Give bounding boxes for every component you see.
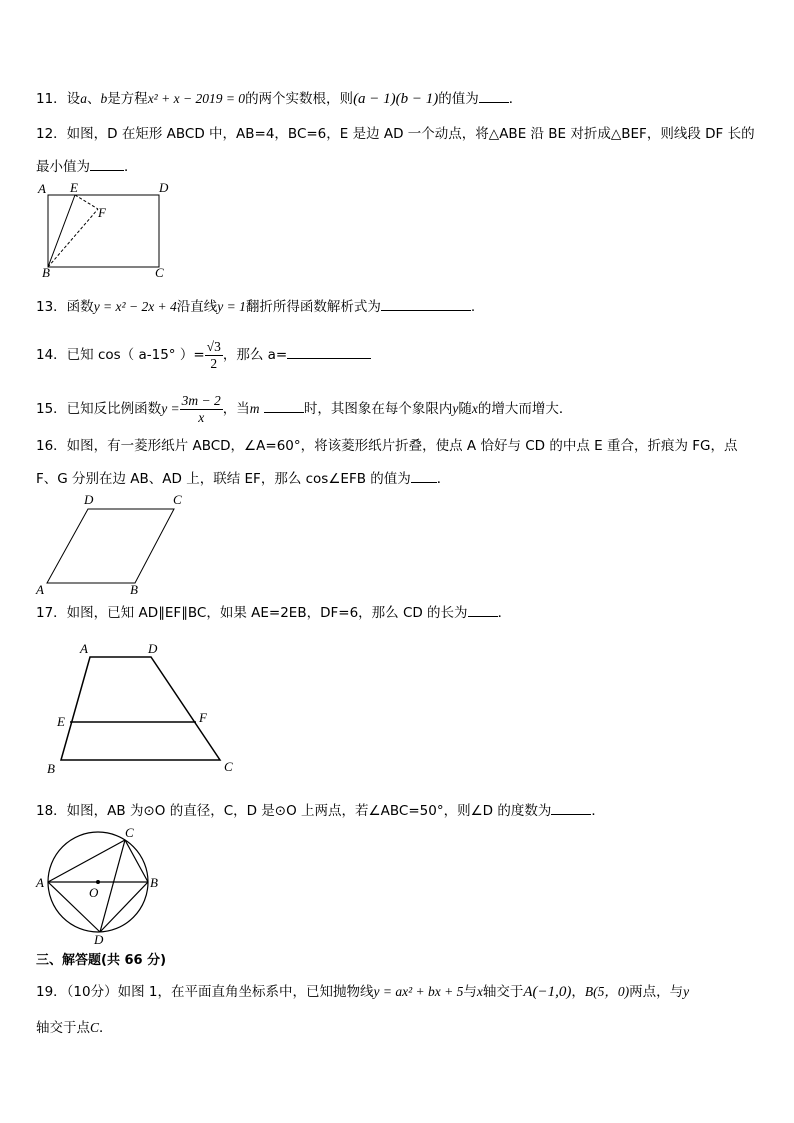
question-12-line2 [36, 156, 138, 177]
question-18 [36, 800, 605, 821]
question-11 [36, 88, 522, 109]
q18-text: 18．如图，AB 为⊙O 的直径，C，D 是⊙O 上两点，若∠ABC=50°，则∠D 的度数为 [36, 803, 552, 819]
q15-fraction [180, 393, 223, 426]
q15-text-4: 随 [458, 401, 472, 417]
q11-number: 11．设 [36, 91, 81, 107]
q19-text-3: 轴交于 [482, 984, 524, 1000]
q12-rectangle-figure [30, 178, 180, 278]
q12-text: 最小值为 [36, 159, 90, 175]
var-b: b [100, 91, 108, 106]
q16-rhombus-figure [32, 490, 192, 598]
q15-text-1: 15．已知反比例函数 [36, 401, 162, 417]
label-c: C [224, 759, 233, 774]
label-a: A [38, 181, 46, 196]
label-b: B [47, 761, 55, 776]
q18-circle-figure [32, 826, 172, 950]
question-14 [36, 336, 371, 374]
q17-text: 17．如图，已知 AD∥EF∥BC，如果 AE=2EB，DF=6，那么 CD 的长为 [36, 605, 468, 621]
q11-text-1: 是方程 [107, 91, 148, 107]
label-d: D [159, 180, 169, 195]
var-y: y [452, 401, 459, 416]
q11-sep: 、 [86, 91, 101, 107]
label-d: D [148, 641, 158, 656]
q19-text-5: 两点，与 [629, 984, 684, 1000]
segment-cb [125, 840, 148, 882]
q13-line: y = 1 [217, 299, 246, 314]
q11-text-3: 的值为 [438, 91, 479, 107]
question-16-line1: 16．如图，有一菱形纸片 ABCD，∠A=60°，将该菱形纸片折叠，使点 A 恰好与 CD 的中点 E 重合，折痕为 FG，点 [36, 438, 738, 454]
q12-answer-blank[interactable] [90, 156, 124, 171]
question-16-line2 [36, 468, 450, 489]
q16-answer-blank[interactable] [411, 468, 437, 483]
q17-trapezoid-figure [44, 636, 244, 782]
q15-denominator: x [198, 409, 205, 425]
label-a: A [80, 641, 88, 656]
q18-answer-blank[interactable] [551, 800, 591, 815]
var-x: x [471, 401, 478, 416]
q13-equation: y = x² − 2x + 4 [93, 299, 177, 314]
label-b: B [150, 875, 158, 890]
q13-text-1: 13．函数 [36, 299, 94, 315]
segment-ef [75, 195, 98, 209]
q13-end: . [470, 299, 476, 315]
segment-bf [48, 209, 98, 267]
q15-numerator: 3m − 2 [181, 392, 221, 408]
q11-answer-blank[interactable] [479, 88, 509, 103]
q14-answer-blank[interactable] [287, 344, 371, 359]
question-12-line1: 12．如图，D 在矩形 ABCD 中，AB=4，BC=6，E 是边 AD 一个动点，将△ABE 沿 BE 对折成△BEF，则线段 DF 长的 [36, 126, 755, 142]
question-15 [36, 390, 572, 428]
q11-end: ． [508, 91, 523, 107]
point-c: C [90, 1020, 100, 1035]
center-point [96, 880, 100, 884]
label-c: C [173, 492, 182, 507]
q14-text-2: ，那么 a= [222, 347, 288, 363]
q13-answer-blank[interactable] [381, 296, 471, 311]
question-19-line2 [36, 1018, 113, 1038]
q15-y-eq: y = [161, 401, 180, 416]
label-a: A [36, 875, 44, 890]
var-y: y [683, 984, 690, 999]
label-f: F [98, 205, 106, 220]
label-b: B [42, 265, 50, 278]
label-e: E [70, 180, 78, 195]
q19-text-4: ， [571, 984, 585, 1000]
var-x: x [476, 984, 483, 999]
label-c: C [125, 826, 134, 840]
q12-end: ． [124, 159, 138, 175]
q16-end: ． [436, 471, 451, 487]
q19-end: ． [99, 1020, 113, 1036]
point-a: A(−1,0) [523, 984, 572, 1000]
q17-end: ． [497, 605, 512, 621]
q19-text-2: 与 [463, 984, 477, 1000]
question-19-line1 [36, 982, 689, 1002]
trapezoid-abcd [61, 657, 220, 760]
q14-denominator: 2 [210, 355, 218, 371]
q19-text-6: 轴交于点 [36, 1020, 90, 1036]
q18-end: ． [591, 803, 605, 819]
q15-text-3: 时，其图象在每个象限内 [303, 401, 453, 417]
segment-ac [48, 840, 125, 882]
var-a: a [80, 91, 87, 106]
q14-text-1: 14．已知 cos（ a-15° ）= [36, 347, 205, 363]
q11-expression: (a − 1)(b − 1) [353, 91, 439, 107]
var-m: m [249, 401, 260, 416]
section-3-heading: 三、解答题(共 66 分) [36, 953, 167, 968]
point-b: B(5，0) [584, 984, 630, 999]
rhombus-abcd [47, 509, 174, 583]
q13-text-2: 沿直线 [176, 299, 218, 315]
q15-answer-blank[interactable] [264, 398, 304, 413]
q15-text-2: ，当 [222, 401, 250, 417]
q14-numerator: √3 [206, 338, 221, 354]
label-o: O [89, 885, 99, 900]
question-13 [36, 296, 475, 317]
q11-equation: x² + x − 2019 = 0 [147, 91, 246, 106]
q16-text: F、G 分别在边 AB、AD 上，联结 EF，那么 cos∠EFB 的值为 [36, 471, 411, 487]
q19-text-1: 19．（10分）如图 1，在平面直角坐标系中，已知抛物线 [36, 984, 374, 1000]
segment-be [48, 195, 75, 267]
q14-fraction [205, 339, 223, 372]
q19-equation: y = ax² + bx + 5 [373, 984, 464, 999]
label-b: B [130, 582, 138, 597]
label-f: F [199, 710, 207, 725]
q17-answer-blank[interactable] [468, 602, 498, 617]
q15-text-5: 的增大而增大． [477, 401, 573, 417]
q11-text-2: 的两个实数根，则 [245, 91, 354, 107]
label-d: D [94, 932, 104, 947]
q13-text-3: 翻折所得函数解析式为 [245, 299, 381, 315]
label-d: D [84, 492, 94, 507]
label-a: A [36, 582, 44, 597]
label-c: C [155, 265, 164, 278]
label-e: E [57, 714, 65, 729]
question-17 [36, 602, 511, 623]
